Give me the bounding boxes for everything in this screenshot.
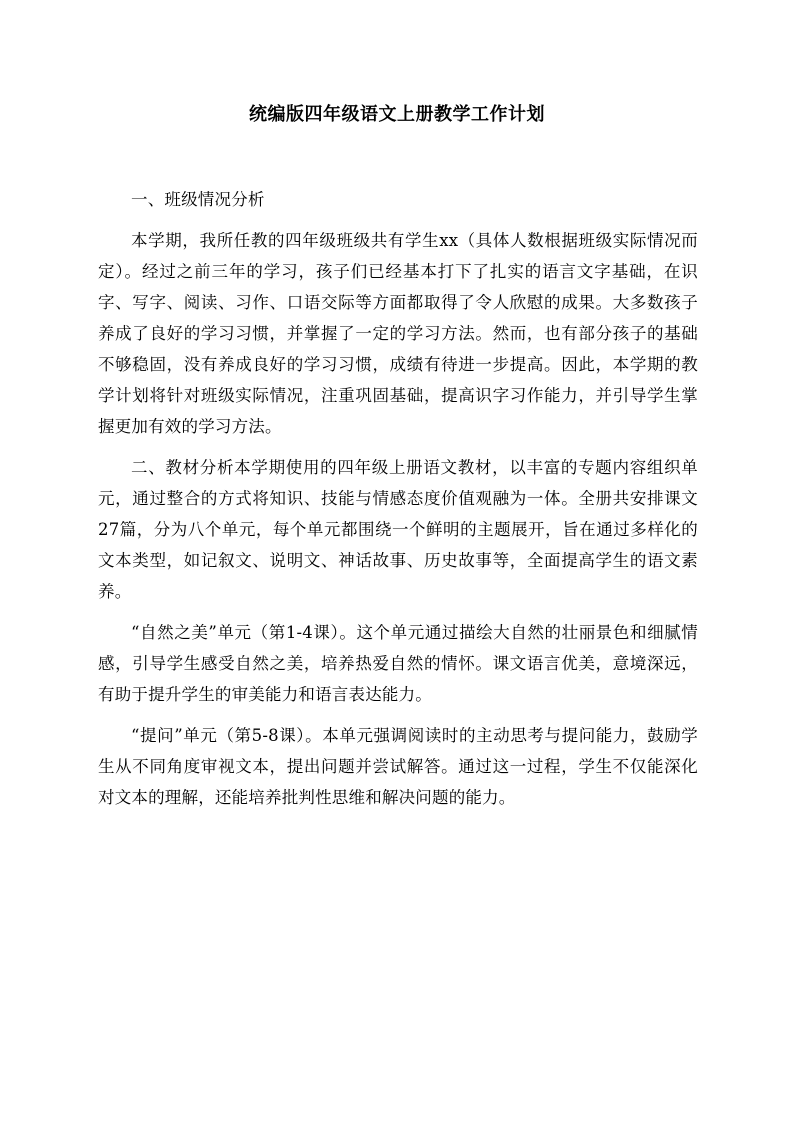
paragraph-textbook-analysis: 二、教材分析本学期使用的四年级上册语文教材，以丰富的专题内容组织单元，通过整合的方式将知识、技能与情感态度价值观融为一体。全册共安排课文27篇，分为八个单元，每个单元都围绕一个鲜明的主题展开，旨在通过多样化的文本类型，如记叙文、说明文、神话故事、历史故事等，全面提高学生的语文素养。 <box>98 458 698 601</box>
section-heading-class-analysis: 一、班级情况分析 <box>131 190 265 209</box>
paragraph-nature-unit: “自然之美”单元（第1-4课）。这个单元通过描绘大自然的壮丽景色和细腻情感，引导学生感受自然之美，培养热爱自然的情怀。课文语言优美，意境深远，有助于提升学生的审美能力和语言表达能力。 <box>98 623 698 704</box>
paragraph-class-situation: 本学期，我所任教的四年级班级共有学生xx（具体人数根据班级实际情况而定）。经过之前三年的学习，孩子们已经基本打下了扎实的语言文字基础，在识字、写字、阅读、习作、口语交际等方面都取得了令人欣慰的成果。大多数孩子养成了良好的学习习惯，并掌握了一定的学习方法。然而，也有部分孩子的基础不够稳固，没有养成良好的学习习惯，成绩有待进一步提高。因此，本学期的教学计划将针对班级实际情况，注重巩固基础，提高识字习作能力，并引导学生掌握更加有效的学习方法。 <box>98 231 698 436</box>
paragraph-questioning-unit: “提问”单元（第5-8课）。本单元强调阅读时的主动思考与提问能力，鼓励学生从不同角度审视文本，提出问题并尝试解答。通过这一过程，学生不仅能深化对文本的理解，还能培养批判性思维和解决问题的能力。 <box>98 726 698 807</box>
document-body <box>98 184 698 813</box>
document-title: 统编版四年级语文上册教学工作计划 <box>249 104 545 125</box>
